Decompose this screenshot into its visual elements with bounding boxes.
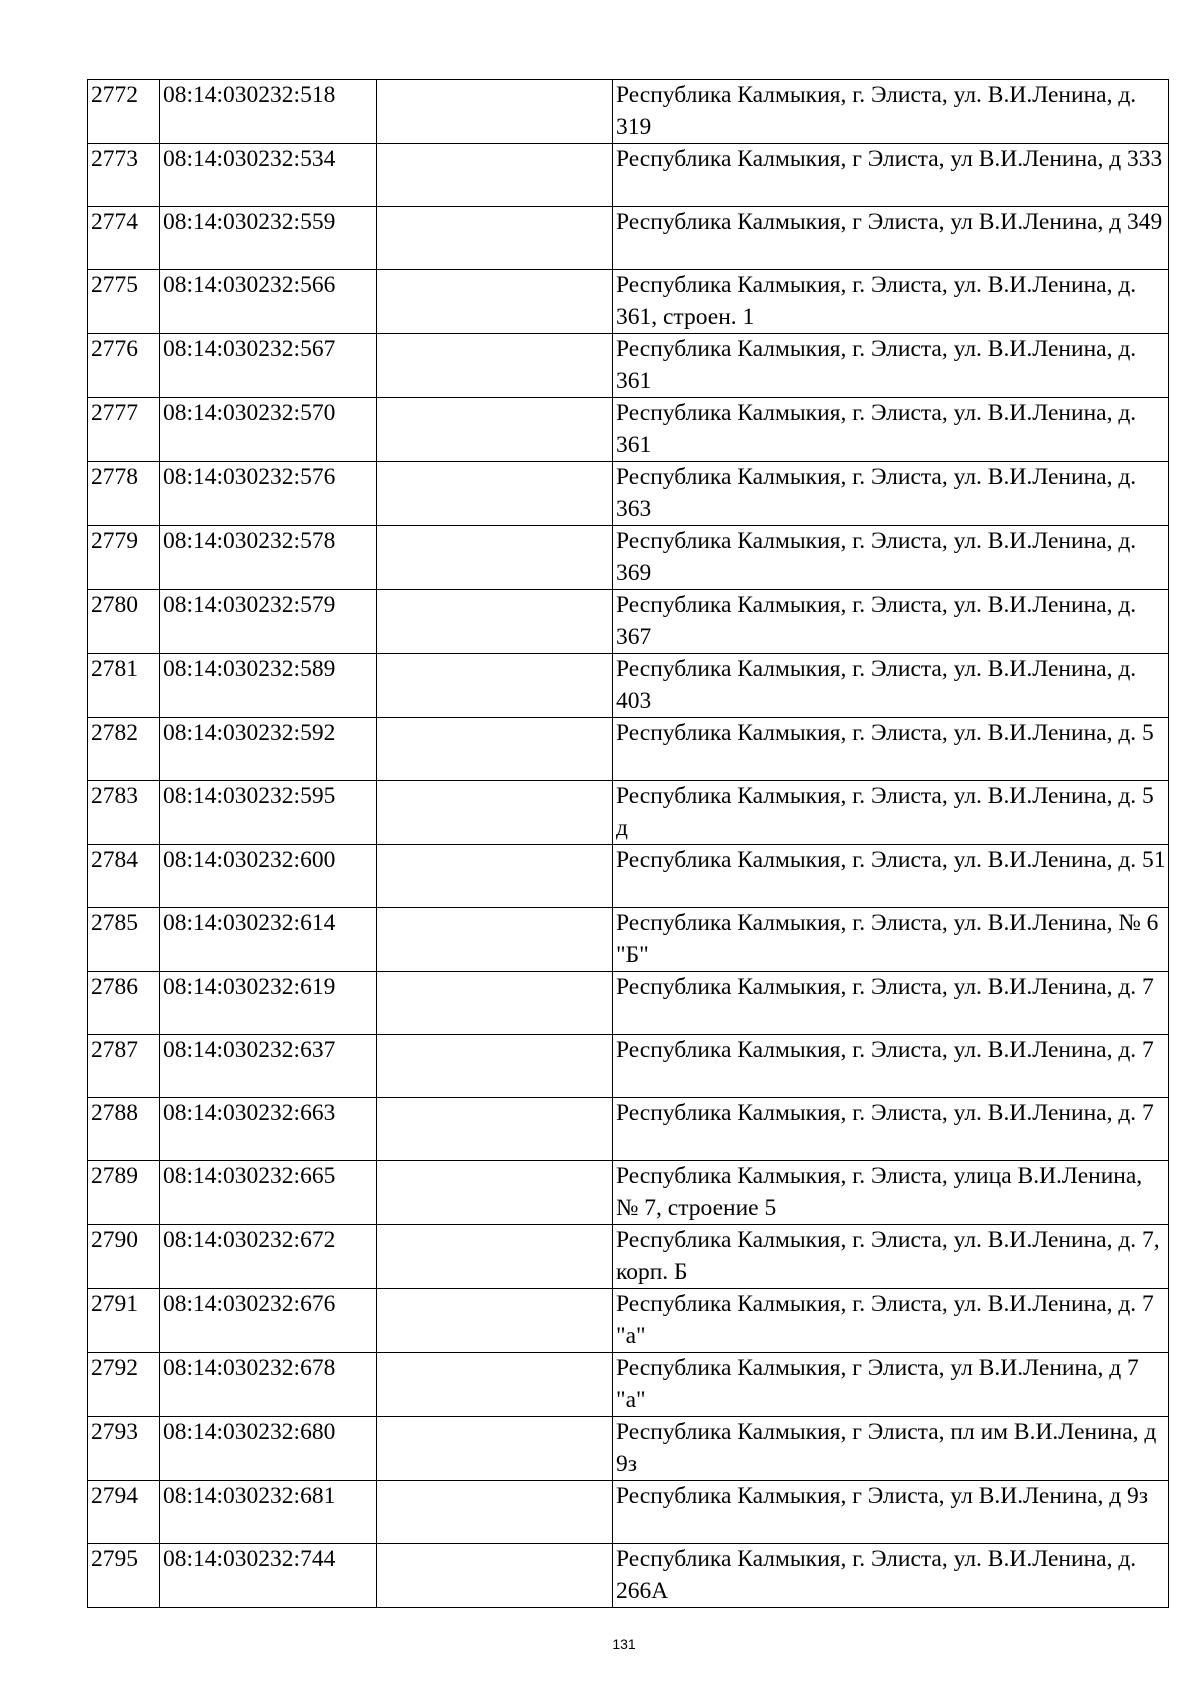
row-number: 2782 <box>88 718 160 781</box>
table-row <box>88 781 1169 845</box>
empty-cell <box>377 80 613 144</box>
row-number: 2775 <box>88 270 160 334</box>
table-row <box>88 908 1169 972</box>
table-row <box>88 398 1169 462</box>
cadastral-number: 08:14:030232:576 <box>160 462 377 526</box>
address: Республика Калмыкия, г. Элиста, ул. В.И.Ленина, д. 5 д <box>613 781 1169 845</box>
address: Республика Калмыкия, г. Элиста, ул. В.И.Ленина, д. 7 <box>613 1098 1169 1161</box>
address: Республика Калмыкия, г. Элиста, ул. В.И.Ленина, д. 7 <box>613 1035 1169 1098</box>
empty-cell <box>377 654 613 718</box>
row-number: 2794 <box>88 1481 160 1544</box>
row-number: 2792 <box>88 1353 160 1417</box>
row-number: 2789 <box>88 1161 160 1225</box>
address: Республика Калмыкия, г. Элиста, ул. В.И.Ленина, д. 319 <box>613 80 1169 144</box>
address: Республика Калмыкия, г. Элиста, улица В.И.Ленина, № 7, строение 5 <box>613 1161 1169 1225</box>
empty-cell <box>377 845 613 908</box>
row-number: 2790 <box>88 1225 160 1289</box>
empty-cell <box>377 1353 613 1417</box>
address: Республика Калмыкия, г. Элиста, ул. В.И.Ленина, д. 367 <box>613 590 1169 654</box>
address: Республика Калмыкия, г. Элиста, ул. В.И.Ленина, № 6 "Б" <box>613 908 1169 972</box>
table-body <box>88 80 1169 1608</box>
empty-cell <box>377 1098 613 1161</box>
empty-cell <box>377 334 613 398</box>
empty-cell <box>377 718 613 781</box>
table-row <box>88 1353 1169 1417</box>
empty-cell <box>377 590 613 654</box>
row-number: 2778 <box>88 462 160 526</box>
cadastral-number: 08:14:030232:672 <box>160 1225 377 1289</box>
cadastral-number: 08:14:030232:567 <box>160 334 377 398</box>
row-number: 2788 <box>88 1098 160 1161</box>
table-row <box>88 590 1169 654</box>
row-number: 2773 <box>88 144 160 207</box>
table-row <box>88 1289 1169 1353</box>
cadastral-number: 08:14:030232:637 <box>160 1035 377 1098</box>
row-number: 2777 <box>88 398 160 462</box>
cadastral-number: 08:14:030232:678 <box>160 1353 377 1417</box>
cadastral-number: 08:14:030232:534 <box>160 144 377 207</box>
table-row <box>88 1035 1169 1098</box>
row-number: 2781 <box>88 654 160 718</box>
cadastral-number: 08:14:030232:619 <box>160 972 377 1035</box>
table-row <box>88 972 1169 1035</box>
address: Республика Калмыкия, г. Элиста, ул. В.И.Ленина, д. 7 "а" <box>613 1289 1169 1353</box>
row-number: 2795 <box>88 1544 160 1608</box>
table-row <box>88 654 1169 718</box>
cadastral-number: 08:14:030232:578 <box>160 526 377 590</box>
cadastral-number: 08:14:030232:570 <box>160 398 377 462</box>
table-row <box>88 1417 1169 1481</box>
empty-cell <box>377 1161 613 1225</box>
table-row <box>88 1098 1169 1161</box>
address: Республика Калмыкия, г. Элиста, ул. В.И.Ленина, д. 363 <box>613 462 1169 526</box>
row-number: 2793 <box>88 1417 160 1481</box>
cadastral-number: 08:14:030232:676 <box>160 1289 377 1353</box>
row-number: 2780 <box>88 590 160 654</box>
cadastral-number: 08:14:030232:595 <box>160 781 377 845</box>
cadastral-number: 08:14:030232:559 <box>160 207 377 270</box>
page-number: 131 <box>612 1636 636 1652</box>
cadastral-number: 08:14:030232:589 <box>160 654 377 718</box>
empty-cell <box>377 462 613 526</box>
table-row <box>88 1481 1169 1544</box>
empty-cell <box>377 207 613 270</box>
registry-table <box>87 79 1169 1608</box>
empty-cell <box>377 144 613 207</box>
row-number: 2791 <box>88 1289 160 1353</box>
cadastral-number: 08:14:030232:518 <box>160 80 377 144</box>
table-row <box>88 207 1169 270</box>
cadastral-number: 08:14:030232:579 <box>160 590 377 654</box>
row-number: 2776 <box>88 334 160 398</box>
cadastral-number: 08:14:030232:614 <box>160 908 377 972</box>
cadastral-number: 08:14:030232:663 <box>160 1098 377 1161</box>
row-number: 2779 <box>88 526 160 590</box>
table-row <box>88 270 1169 334</box>
address: Республика Калмыкия, г. Элиста, ул. В.И.Ленина, д. 7 <box>613 972 1169 1035</box>
table-row <box>88 845 1169 908</box>
address: Республика Калмыкия, г. Элиста, ул. В.И.Ленина, д. 266А <box>613 1544 1169 1608</box>
address: Республика Калмыкия, г. Элиста, ул. В.И.Ленина, д. 369 <box>613 526 1169 590</box>
row-number: 2772 <box>88 80 160 144</box>
cadastral-number: 08:14:030232:744 <box>160 1544 377 1608</box>
empty-cell <box>377 1225 613 1289</box>
cadastral-number: 08:14:030232:592 <box>160 718 377 781</box>
row-number: 2783 <box>88 781 160 845</box>
empty-cell <box>377 1481 613 1544</box>
empty-cell <box>377 908 613 972</box>
address: Республика Калмыкия, г. Элиста, ул. В.И.Ленина, д. 51 <box>613 845 1169 908</box>
cadastral-number: 08:14:030232:681 <box>160 1481 377 1544</box>
empty-cell <box>377 1544 613 1608</box>
empty-cell <box>377 1417 613 1481</box>
address: Республика Калмыкия, г. Элиста, ул. В.И.Ленина, д. 361 <box>613 398 1169 462</box>
row-number: 2786 <box>88 972 160 1035</box>
empty-cell <box>377 526 613 590</box>
table-row <box>88 1544 1169 1608</box>
address: Республика Калмыкия, г. Элиста, ул. В.И.Ленина, д. 403 <box>613 654 1169 718</box>
cadastral-number: 08:14:030232:665 <box>160 1161 377 1225</box>
table-row <box>88 144 1169 207</box>
table-row <box>88 1225 1169 1289</box>
address: Республика Калмыкия, г Элиста, пл им В.И.Ленина, д 9з <box>613 1417 1169 1481</box>
address: Республика Калмыкия, г. Элиста, ул. В.И.Ленина, д. 361, строен. 1 <box>613 270 1169 334</box>
empty-cell <box>377 1035 613 1098</box>
empty-cell <box>377 398 613 462</box>
row-number: 2787 <box>88 1035 160 1098</box>
row-number: 2784 <box>88 845 160 908</box>
empty-cell <box>377 270 613 334</box>
table-row <box>88 526 1169 590</box>
cadastral-number: 08:14:030232:600 <box>160 845 377 908</box>
address: Республика Калмыкия, г. Элиста, ул. В.И.Ленина, д. 361 <box>613 334 1169 398</box>
row-number: 2774 <box>88 207 160 270</box>
cadastral-number: 08:14:030232:566 <box>160 270 377 334</box>
table-row <box>88 462 1169 526</box>
address: Республика Калмыкия, г Элиста, ул В.И.Ленина, д 333 <box>613 144 1169 207</box>
cadastral-number: 08:14:030232:680 <box>160 1417 377 1481</box>
row-number: 2785 <box>88 908 160 972</box>
address: Республика Калмыкия, г. Элиста, ул. В.И.Ленина, д. 5 <box>613 718 1169 781</box>
empty-cell <box>377 972 613 1035</box>
address: Республика Калмыкия, г. Элиста, ул. В.И.Ленина, д. 7, корп. Б <box>613 1225 1169 1289</box>
address: Республика Калмыкия, г Элиста, ул В.И.Ленина, д 7 "а" <box>613 1353 1169 1417</box>
empty-cell <box>377 1289 613 1353</box>
table-row <box>88 334 1169 398</box>
address: Республика Калмыкия, г Элиста, ул В.И.Ленина, д 349 <box>613 207 1169 270</box>
empty-cell <box>377 781 613 845</box>
table-row <box>88 1161 1169 1225</box>
address: Республика Калмыкия, г Элиста, ул В.И.Ленина, д 9з <box>613 1481 1169 1544</box>
table-row <box>88 80 1169 144</box>
table-row <box>88 718 1169 781</box>
